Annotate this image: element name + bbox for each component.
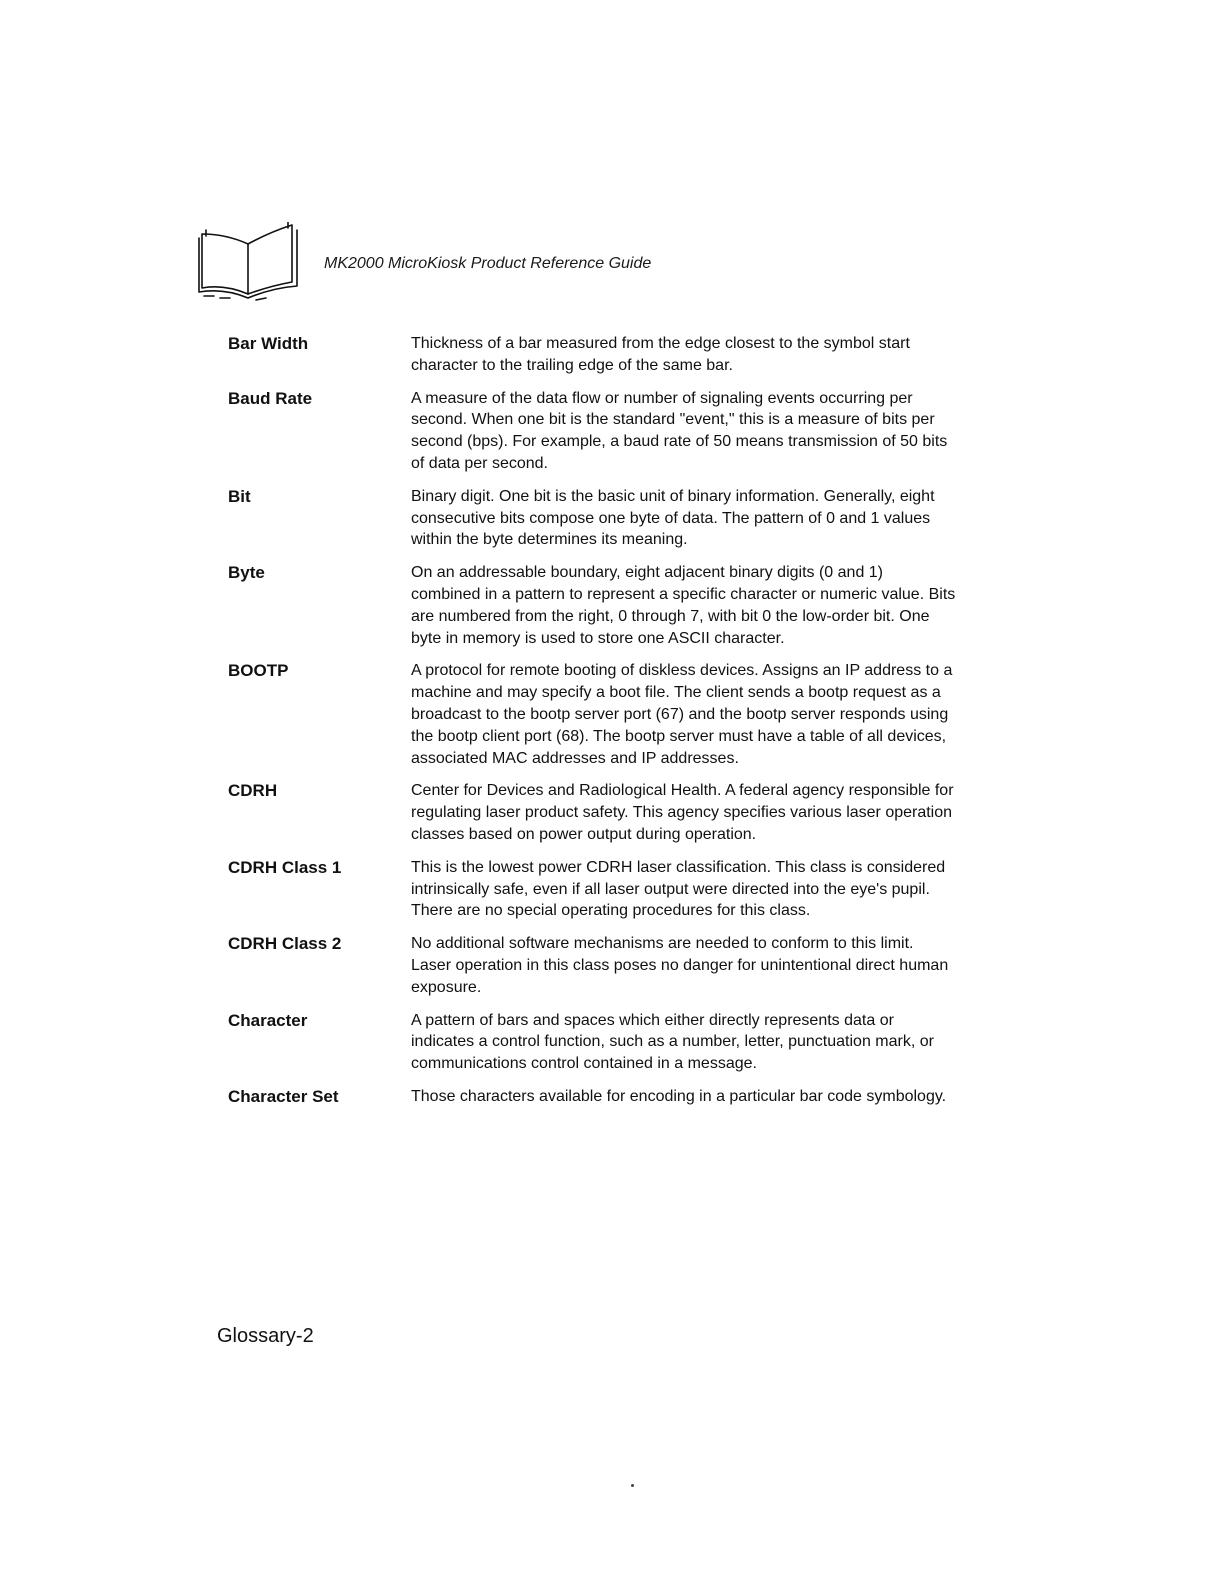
- glossary-definition: A protocol for remote booting of diskless devices. Assigns an IP address to a machine and may specify a boot file. The client sends a bootp request as a broadcast to the bootp server port (67) and the bootp server responds using the bootp client port (68). The bootp server must have a table of all devices, associated MAC addresses and IP addresses.: [411, 662, 953, 767]
- glossary-definition: Center for Devices and Radiological Health. A federal agency responsible for regulating laser product safety. This agency specifies various laser operation classes based on power output during operation.: [411, 782, 954, 843]
- scan-artifact-dot: [631, 1484, 634, 1487]
- glossary-term: CDRH: [228, 781, 278, 801]
- glossary-term: Baud Rate: [228, 388, 313, 408]
- glossary-entry: [228, 388, 968, 475]
- glossary-entry: [228, 780, 968, 845]
- page-number: Glossary-2: [217, 1325, 314, 1347]
- glossary-entry: [228, 1010, 968, 1075]
- glossary-term: Bar Width: [228, 334, 309, 353]
- glossary-entry: [228, 562, 968, 649]
- glossary-term: Character Set: [228, 1086, 339, 1106]
- glossary-term: BOOTP: [228, 661, 289, 681]
- glossary-definition: This is the lowest power CDRH laser classification. This class is considered intrinsically safe, even if all laser output were directed into the eye's pupil. There are no special operating procedures for this class.: [411, 858, 946, 920]
- glossary-definition: On an addressable boundary, eight adjacent binary digits (0 and 1) combined in a pattern to represent a specific character or numeric value. Bits are numbered from the right, 0 through 7, with bit 0 the low-order bit. One byte in memory is used to store one ASCII character.: [411, 564, 956, 647]
- glossary-definition: A measure of the data flow or number of signaling events occurring per second. When one bit is the standard "event," this is a measure of bits per second (bps). For example, a baud rate of 50 means transmission of 50 bits of data per second.: [411, 389, 948, 472]
- document-title: MK2000 MicroKiosk Product Reference Guide: [324, 255, 652, 272]
- glossary-list: [228, 333, 968, 1108]
- glossary-term: Character: [228, 1010, 308, 1030]
- glossary-definition: Binary digit. One bit is the basic unit of binary information. Generally, eight consecutive bits compose one byte of data. The pattern of 0 and 1 values within the byte determines its meaning.: [411, 487, 935, 549]
- glossary-definition: Thickness of a bar measured from the edge closest to the symbol start character to the trailing edge of the same bar.: [411, 335, 910, 374]
- page-header: [196, 222, 896, 302]
- glossary-term: Bit: [228, 486, 251, 506]
- glossary-definition: No additional software mechanisms are needed to conform to this limit. Laser operation in this class poses no danger for unintentional direct human exposure.: [411, 935, 949, 996]
- glossary-entry: [228, 933, 968, 998]
- glossary-term: CDRH Class 2: [228, 934, 342, 954]
- open-book-icon: [196, 222, 300, 302]
- glossary-entry: [228, 660, 968, 769]
- glossary-term: CDRH Class 1: [228, 857, 342, 877]
- glossary-entry: [228, 333, 968, 377]
- glossary-definition: Those characters available for encoding in a particular bar code symbology.: [411, 1087, 947, 1105]
- glossary-entry: [228, 486, 968, 551]
- glossary-term: Byte: [228, 563, 265, 583]
- glossary-entry: [228, 1086, 968, 1108]
- glossary-entry: [228, 857, 968, 922]
- glossary-definition: A pattern of bars and spaces which either directly represents data or indicates a control function, such as a number, letter, punctuation mark, or communications control contained in a message.: [411, 1011, 934, 1073]
